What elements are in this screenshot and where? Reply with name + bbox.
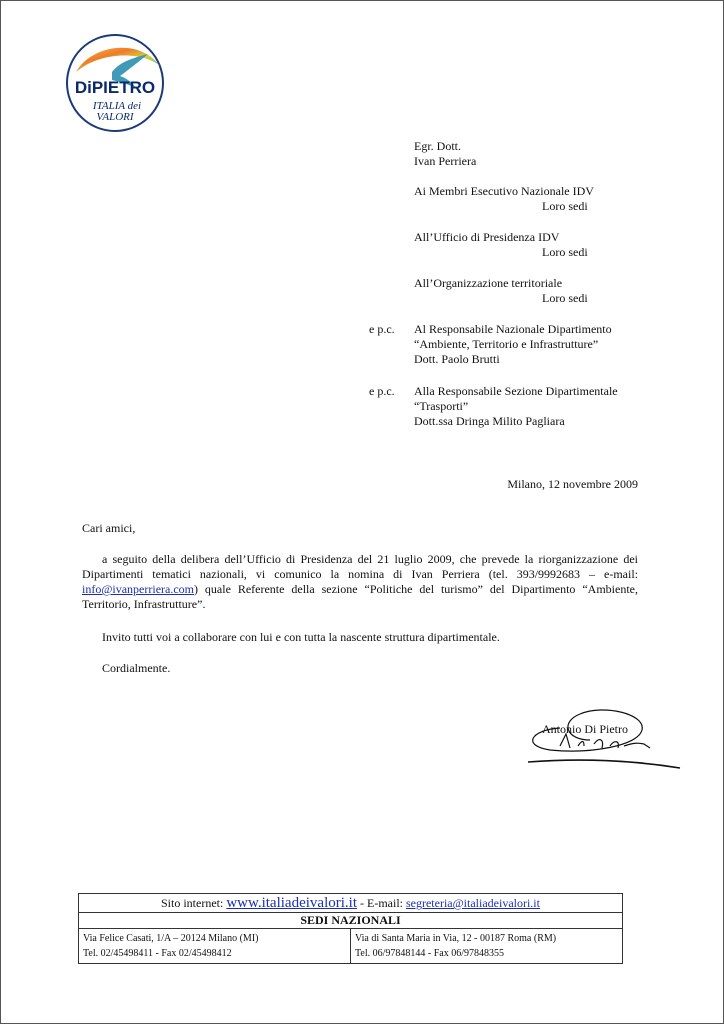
cc-prefix-2: e p.c. (369, 384, 395, 398)
footer-box (78, 893, 623, 964)
body-p1-text: a seguito della delibera dell’Ufficio di Presidenza del 21 luglio 2009, che prevede la riorganizzazione dei Dipartimenti tematici nazionali, vi comunico la nomina di Ivan Perriera (tel. 393/9992683 – e-mail: (82, 552, 638, 581)
body-p1-text-end: ) quale Referente della sezione “Politiche del turismo” del Dipartimento “Ambiente, Territorio, Infrastrutture”. (82, 582, 638, 611)
cc-1-line3: Dott. Paolo Brutti (414, 352, 500, 366)
cc-1-line2: “Ambiente, Territorio e Infrastrutture” (414, 337, 599, 351)
body-paragraph-2: Invito tutti voi a collaborare con lui e con tutta la nascente struttura dipartimentale. (102, 630, 500, 644)
sedi-addresses (79, 929, 622, 963)
logo-line2: ITALIA dei (92, 100, 142, 112)
cc-2-line2: “Trasporti” (414, 399, 469, 413)
recipient-3-line2: Loro sedi (542, 245, 588, 259)
roma-address: Via di Santa Maria in Via, 12 - 00187 Roma (RM) (355, 933, 557, 944)
sede-milano (79, 929, 350, 963)
recipient-4-line2: Loro sedi (542, 291, 588, 305)
site-label: Sito internet: (161, 896, 227, 910)
recipient-2-line1: Ai Membri Esecutivo Nazionale IDV (414, 184, 594, 198)
cc-1 (414, 322, 612, 367)
footer-contacts (79, 894, 622, 913)
logo-line1: DiPIETRO (74, 78, 156, 97)
email-link[interactable]: info@ivanperriera.com (82, 582, 195, 596)
email-label: - E-mail: (357, 896, 406, 910)
letter-date: Milano, 12 novembre 2009 (507, 477, 638, 491)
cc-2-line3: Dott.ssa Dringa Milito Pagliara (414, 414, 565, 428)
recipient-3-line1: All’Ufficio di Presidenza IDV (414, 230, 560, 244)
sedi-title: SEDI NAZIONALI (79, 913, 622, 929)
salutation: Cari amici, (82, 521, 136, 535)
recipient-3 (414, 230, 588, 260)
recipient-2 (414, 184, 594, 214)
recipient-1 (414, 139, 476, 169)
site-link[interactable]: www.italiadeivalori.it (226, 895, 357, 911)
roma-phone: Tel. 06/97848144 - Fax 06/97848355 (355, 948, 505, 959)
footer-email-link[interactable]: segreteria@italiadeivalori.it (405, 896, 540, 910)
signatory-name: Antonio Di Pietro (542, 722, 628, 736)
cc-prefix-1: e p.c. (369, 322, 395, 336)
logo-line3: VALORI (96, 111, 134, 123)
recipient-2-line2: Loro sedi (542, 199, 588, 213)
closing: Cordialmente. (102, 661, 171, 675)
recipient-4-line1: All’Organizzazione territoriale (414, 276, 563, 290)
cc-1-line1: Al Responsabile Nazionale Dipartimento (414, 322, 612, 336)
cc-2-line1: Alla Responsabile Sezione Dipartimentale (414, 384, 618, 398)
party-logo (62, 32, 168, 134)
milano-phone: Tel. 02/45498411 - Fax 02/45498412 (83, 948, 232, 959)
recipient-1-line1: Egr. Dott. (414, 139, 461, 153)
signature-scribble (520, 700, 682, 772)
sede-roma (350, 929, 622, 963)
milano-address: Via Felice Casati, 1/A – 20124 Milano (MI) (83, 933, 259, 944)
recipient-4 (414, 276, 588, 306)
body-paragraph-1 (82, 552, 638, 612)
recipient-1-line2: Ivan Perriera (414, 154, 477, 168)
cc-2 (414, 384, 618, 429)
